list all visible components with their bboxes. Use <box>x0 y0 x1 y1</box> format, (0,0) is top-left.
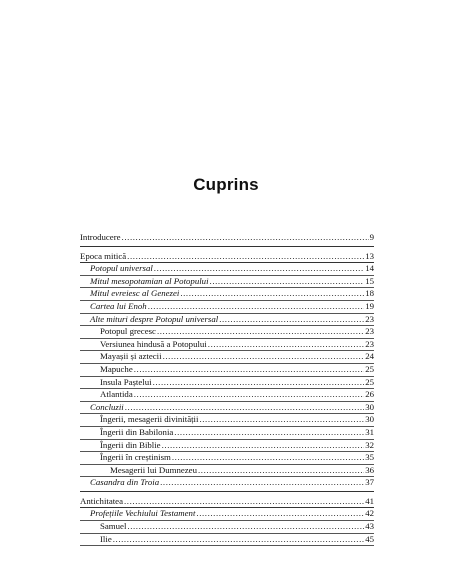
toc-leader-dots <box>199 414 364 426</box>
toc-entry-title: Concluzii <box>90 401 124 412</box>
toc-entry-title: Potopul universal <box>90 263 153 274</box>
toc-entry-page: 26 <box>365 389 374 400</box>
toc-leader-dots <box>125 402 364 414</box>
toc-entry-page: 23 <box>365 313 374 324</box>
toc-entry-title: Atlantida <box>100 389 133 400</box>
toc-entry <box>80 288 374 301</box>
toc-entry <box>80 339 374 352</box>
toc-entry-title: Mitul mesopotamian al Potopului <box>90 275 209 286</box>
toc-leader-dots <box>153 377 365 389</box>
toc-entry <box>80 351 374 364</box>
toc-entry-title: Antichitatea <box>80 495 123 506</box>
toc-leader-dots <box>113 534 364 546</box>
toc-entry <box>80 402 374 415</box>
toc-leader-dots <box>127 521 364 533</box>
toc-entry <box>80 414 374 427</box>
toc-entry <box>80 251 374 264</box>
toc-entry-title: Versiunea hindusă a Potopului <box>100 338 207 349</box>
toc-entry <box>80 477 374 489</box>
toc-entry <box>80 276 374 289</box>
toc-entry <box>80 232 374 244</box>
toc-entry-title: Mesagerii lui Dumnezeu <box>110 464 197 475</box>
toc-leader-dots <box>180 288 364 300</box>
toc-entry <box>80 314 374 327</box>
toc-entry <box>80 301 374 314</box>
toc-entry-page: 19 <box>365 300 374 311</box>
toc-entry-page: 36 <box>365 464 374 475</box>
toc-entry <box>80 377 374 390</box>
toc-leader-dots <box>127 251 364 263</box>
toc-entry-title: Îngerii din Biblie <box>100 439 161 450</box>
toc-section-antichitatea <box>80 492 374 546</box>
toc-section-epoca <box>80 247 374 492</box>
page-title: Cuprins <box>193 175 259 194</box>
toc-entry <box>80 389 374 402</box>
toc-entry-page: 9 <box>369 232 374 242</box>
toc-entry-page: 41 <box>365 495 374 506</box>
toc-leader-dots <box>157 326 364 338</box>
toc-section-introducere <box>80 228 374 247</box>
toc-leader-dots <box>198 465 364 477</box>
toc-entry-page: 13 <box>365 250 374 261</box>
toc-leader-dots <box>122 232 369 244</box>
toc-entry-title: Epoca mitică <box>80 250 127 261</box>
toc-entry-page: 37 <box>365 477 374 488</box>
toc-entry-page: 31 <box>365 426 374 437</box>
toc-leader-dots <box>124 496 364 508</box>
toc-entry-title: Îngerii în creștinism <box>100 452 171 463</box>
toc-entry-title: Introducere <box>80 232 121 242</box>
toc-leader-dots <box>210 276 365 288</box>
toc-entry-page: 15 <box>365 275 374 286</box>
toc-leader-dots <box>134 389 364 401</box>
toc-entry-title: Mayașii și aztecii <box>100 351 162 362</box>
toc-entry-title: Potopul grecesc <box>100 326 156 337</box>
toc-entry-page: 24 <box>365 351 374 362</box>
toc-entry <box>80 496 374 509</box>
toc-leader-dots <box>208 339 364 351</box>
toc-leader-dots <box>134 364 364 376</box>
toc-entry-title: Alte mituri despre Potopul universal <box>90 313 219 324</box>
toc-entry <box>80 508 374 521</box>
toc-entry-page: 42 <box>365 508 374 519</box>
toc-entry-page: 35 <box>365 452 374 463</box>
toc-entry <box>80 440 374 453</box>
toc-entry <box>80 534 374 547</box>
toc-leader-dots <box>196 508 364 520</box>
toc-entry <box>80 326 374 339</box>
toc-leader-dots <box>163 351 365 363</box>
toc-entry-title: Samuel <box>100 521 127 532</box>
toc-entry-page: 30 <box>365 401 374 412</box>
toc-entry-title: Mapuche <box>100 363 133 374</box>
toc-entry-page: 32 <box>365 439 374 450</box>
toc-entry-title: Ilie <box>100 533 112 544</box>
toc-leader-dots <box>162 440 365 452</box>
toc-entry-title: Insula Paștelui <box>100 376 152 387</box>
table-of-contents <box>80 228 374 546</box>
toc-entry <box>80 521 374 534</box>
toc-entry-page: 45 <box>365 533 374 544</box>
toc-entry-page: 14 <box>365 263 374 274</box>
toc-entry-title: Mitul evreiesc al Genezei <box>90 288 180 299</box>
toc-entry-page: 43 <box>365 521 374 532</box>
toc-entry <box>80 364 374 377</box>
toc-entry <box>80 465 374 478</box>
toc-leader-dots <box>219 314 364 326</box>
toc-entry-title: Profețiile Vechiului Testament <box>90 508 196 519</box>
toc-entry-page: 23 <box>365 326 374 337</box>
toc-entry-page: 25 <box>365 363 374 374</box>
toc-leader-dots <box>160 477 364 489</box>
toc-entry-page: 23 <box>365 338 374 349</box>
toc-entry-page: 18 <box>365 288 374 299</box>
toc-entry-page: 25 <box>365 376 374 387</box>
toc-leader-dots <box>172 452 364 464</box>
toc-leader-dots <box>154 263 364 275</box>
toc-entry <box>80 263 374 276</box>
toc-leader-dots <box>148 301 365 313</box>
toc-entry-title: Îngerii din Babilonia <box>100 426 174 437</box>
toc-entry <box>80 452 374 465</box>
toc-leader-dots <box>174 427 364 439</box>
toc-entry-title: Îngerii, mesagerii divinității <box>100 414 199 425</box>
toc-entry-title: Casandra din Troia <box>90 477 160 488</box>
toc-entry-title: Cartea lui Enoh <box>90 300 147 311</box>
toc-entry-page: 30 <box>365 414 374 425</box>
toc-entry <box>80 427 374 440</box>
